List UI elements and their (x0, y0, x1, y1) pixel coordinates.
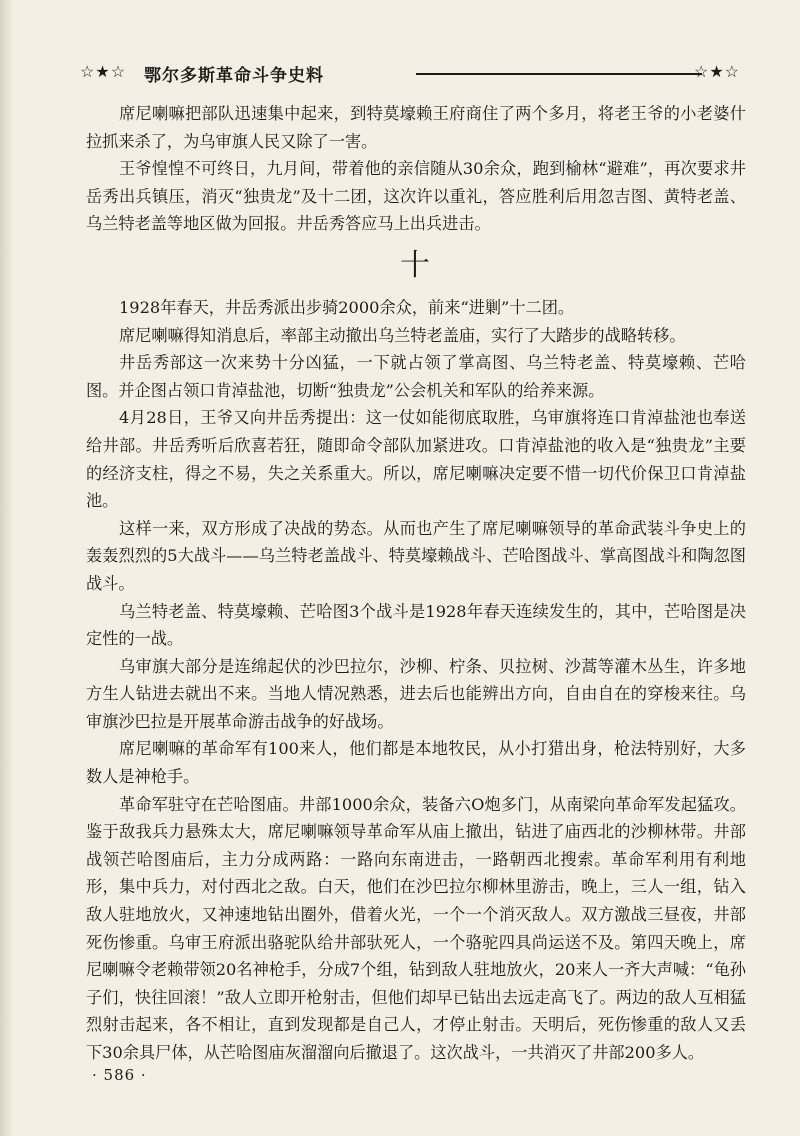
paragraph: 这样一来，双方形成了决战的势态。从而也产生了席尼喇嘛领导的革命武装斗争史上的轰轰烈烈的5大战斗——乌兰特老盖战斗、特莫壕赖战斗、芒哈图战斗、掌高图战斗和陶忽图战斗。 (86, 518, 746, 593)
paragraph: 席尼喇嘛把部队迅速集中起来，到特莫壕赖王府商住了两个多月，将老王爷的小老婆什拉抓来杀了，为乌审旗人民又除了一害。 (86, 104, 746, 151)
paragraph: 1928年春天，井岳秀派出步骑2000余众，前来“进剿”十二团。 (119, 297, 575, 317)
header-stars-left: ☆★☆ (80, 62, 127, 81)
header-stars-right: ☆★☆ (693, 62, 740, 81)
paragraph: 王爷惶惶不可终日，九月间，带着他的亲信随从30余众，跑到榆林“避难”，再次要求井岳秀出兵镇压，消灭“独贵龙”及十二团，这次许以重礼，答应胜利后用忽吉图、黄特老盖、乌兰特老盖等地区做为回报。井岳秀答应马上出兵进击。 (86, 159, 746, 234)
paragraph: 乌兰特老盖、特莫壕赖、芒哈图3个战斗是1928年春天连续发生的，其中，芒哈图是决定性的一战。 (86, 601, 746, 649)
paragraph: 乌审旗大部分是连绵起伏的沙巴拉尔，沙柳、柠条、贝拉树、沙蒿等灌木丛生，许多地方生人钻进去就出不来。当地人情况熟悉，进去后也能辨出方向，自由自在的穿梭来往。乌审旗沙巴拉是开展革命游击战争的好战场。 (86, 656, 746, 731)
paragraph: 4月28日，王爷又向井岳秀提出：这一仗如能彻底取胜，乌审旗将连口肯淖盐池也奉送给井部。井岳秀听后欣喜若狂，随即命令部队加紧进攻。口肯淖盐池的收入是“独贵龙”主要的经济支柱，得之不易，失之关系重大。所以，席尼喇嘛决定要不惜一切代价保卫口肯淖盐池。 (86, 408, 746, 511)
header-rule (416, 73, 702, 75)
header-series-title: 鄂尔多斯革命斗争史料 (144, 66, 324, 86)
page-number: · 586 · (92, 1066, 147, 1084)
paragraph: 革命军驻守在芒哈图庙。井部1000余众，装备六O炮多门，从南梁向革命军发起猛攻。鉴于敌我兵力悬殊太大，席尼喇嘛领导革命军从庙上撤出，钻进了庙西北的沙柳林带。井部战领芒哈图庙后，主力分成两路：一路向东南进击，一路朝西北搜索。革命军利用有利地形，集中兵力，对付西北之敌。白天，他们在沙巴拉尔柳林里游击，晚上，三人一组，钻入敌人驻地放火，又神速地钻出圈外，借着火光，一个一个消灭敌人。双方激战三昼夜，井部死伤惨重。乌审王府派出骆驼队给井部驮死人，一个骆驼四具尚运送不及。第四天晚上，席尼喇嘛令老赖带领20名神枪手，分成7个组，钻到敌人驻地放火，20来人一齐大声喊：“龟孙子们，快往回滚！”敌人立即开枪射击，但他们却早已钻出去远走高飞了。两边的敌人互相猛烈射击起来，各不相让，直到发现都是自己人，才停止射击。天明后，死伤惨重的敌人又丢下30余具尸体，从芒哈图庙灰溜溜向后撤退了。这次战斗，一共消灭了井部200多人。 (86, 794, 746, 1062)
paragraph: 席尼喇嘛得知消息后，率部主动撤出乌兰特老盖庙，实行了大踏步的战略转移。 (119, 325, 686, 345)
paragraph: 井岳秀部这一次来势十分凶猛，一下就占领了掌高图、乌兰特老盖、特莫壕赖、芒哈图。并企图占领口肯淖盐池，切断“独贵龙”公会机关和军队的给养来源。 (86, 353, 746, 400)
section-heading: 十 (400, 247, 432, 283)
running-header (80, 60, 740, 86)
page-body (86, 100, 746, 1067)
paragraph: 席尼喇嘛的革命军有100来人，他们都是本地牧民，从小打猎出身，枪法特别好，大多数人是神枪手。 (86, 739, 746, 787)
page-binding-shadow (0, 0, 14, 1136)
